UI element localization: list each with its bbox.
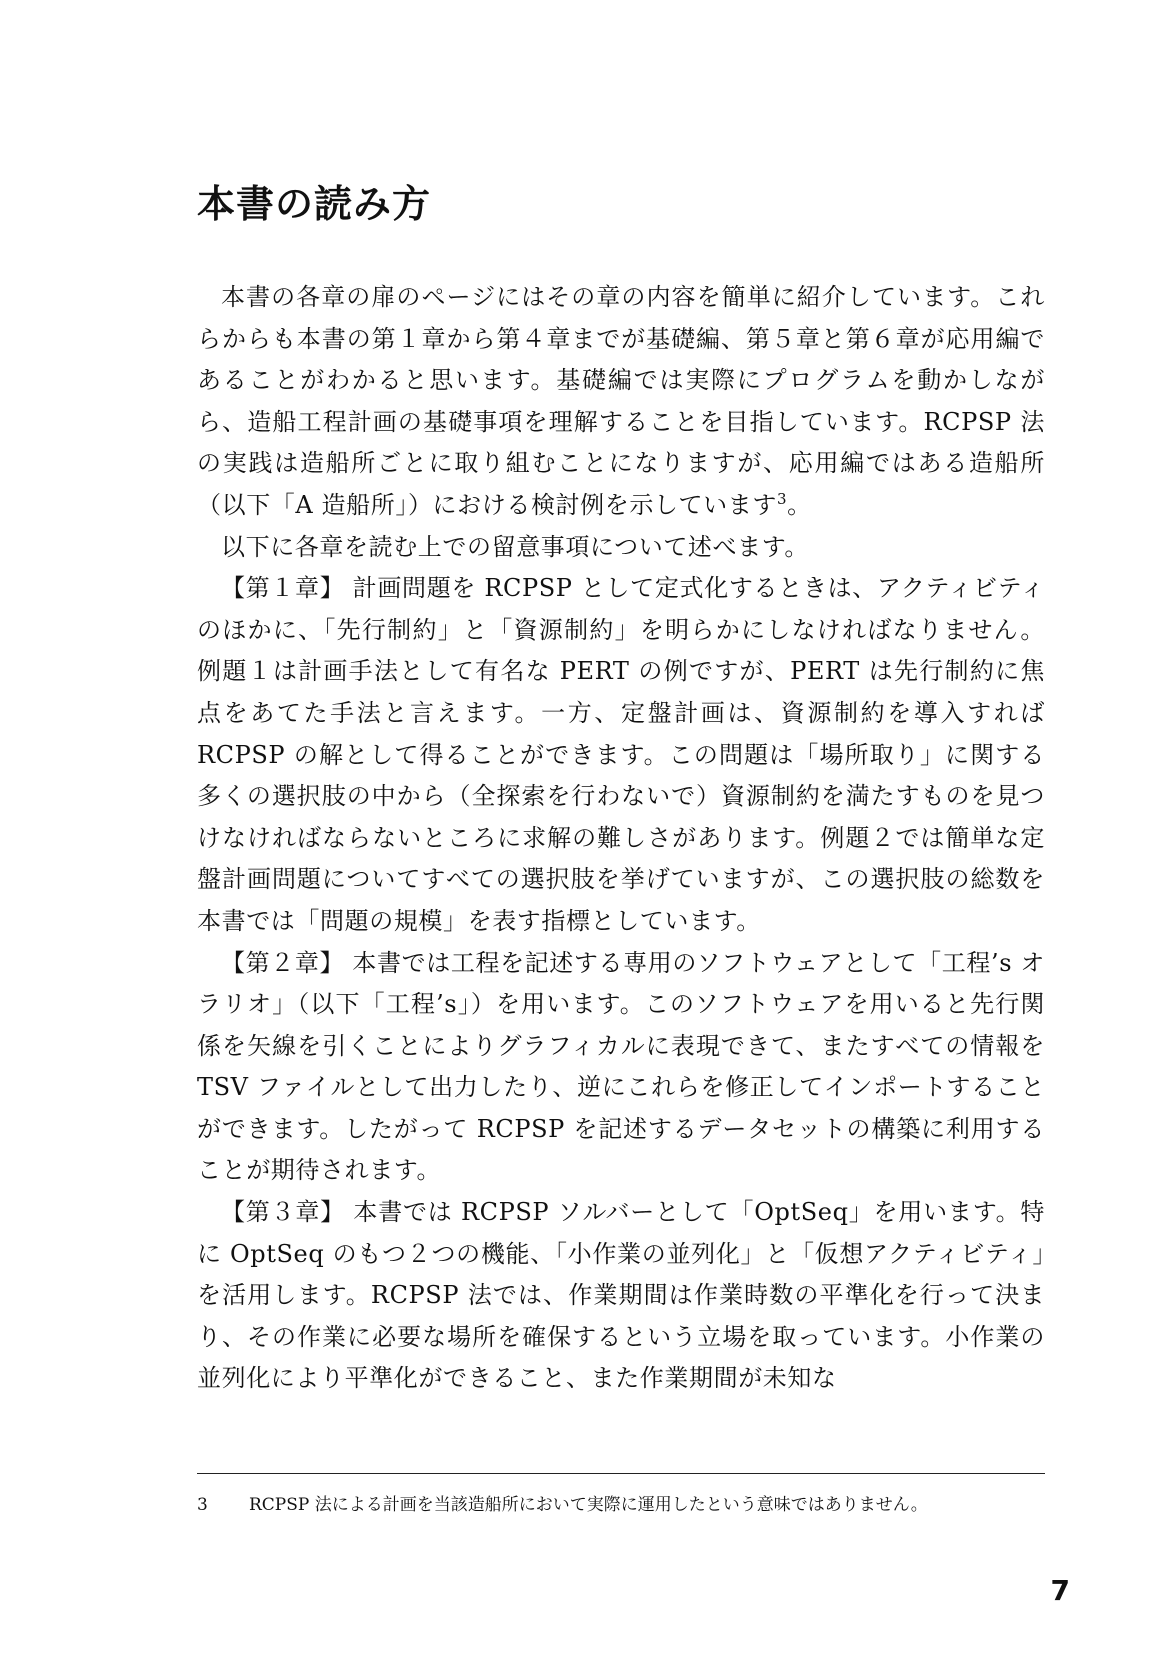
body-text (197, 277, 1045, 1400)
chapter-3-text: 本書では RCPSP ソルバーとして「OptSeq」を用います。特に OptSeq のもつ２つの機能、「小作業の並列化」と「仮想アクティビティ」を活用します。RCPSP 法では、作業期間は作業時数の平準化を行って決まり、その作業に必要な場所を確保するという立場を取っています。小作業の並列化により平準化ができること、また作業期間が未知な (197, 1198, 1045, 1393)
footnote-reference: 3 (776, 489, 788, 508)
paragraph-chapter-3 (197, 1192, 1045, 1400)
chapter-1-tag: 【第１章】 (221, 574, 345, 603)
footnote-divider (197, 1473, 1045, 1474)
chapter-2-text: 本書では工程を記述する専用のソフトウェアとして「工程’s オラリオ」（以下「工程’s」）を用います。このソフトウェアを用いると先行関係を矢線を引くことによりグラフィカルに表現できて、またすべての情報を TSV ファイルとして出力したり、逆にこれらを修正してインポートすることができます。したがって RCPSP を記述するデータセットの構築に利用することが期待されます。 (197, 948, 1046, 1185)
footnote-text: RCPSP 法による計画を当該造船所において実際に運用したという意味ではありません。 (249, 1495, 928, 1515)
page-number: 7 (1050, 1574, 1070, 1607)
footnote (197, 1492, 1045, 1518)
paragraph-chapter-2 (197, 943, 1045, 1193)
page-title: 本書の読み方 (197, 182, 432, 226)
paragraph-notes-intro: 以下に各章を読む上での留意事項について述べます。 (221, 532, 809, 561)
chapter-1-text: 計画問題を RCPSP として定式化するときは、アクティビティのほかに、「先行制約」と「資源制約」を明らかにしなければなりません。例題１は計画手法として有名な PERT の例ですが、PERT は先行制約に焦点をあてた手法と言えます。一方、定盤計画は、資源制約を導入すれば RCPSP の解として得ることができます。この問題は「場所取り」に関する多くの選択肢の中から（全探索を行わないで）資源制約を満たすものを見つけなければならないところに求解の難しさがあります。例題２では簡単な定盤計画問題についてすべての選択肢を挙げていますが、この選択肢の総数を本書では「問題の規模」を表す指標としています。 (197, 574, 1045, 935)
paragraph-intro (197, 277, 1045, 527)
footnote-number: 3 (197, 1495, 208, 1515)
paragraph-chapter-1 (197, 568, 1045, 942)
paragraph-text: 本書の各章の扉のページにはその章の内容を簡単に紹介しています。これらからも本書の第１章から第４章までが基礎編、第５章と第６章が応用編であることがわかると思います。基礎編では実際にプログラムを動かしながら、造船工程計画の基礎事項を理解することを目指しています。RCPSP 法の実践は造船所ごとに取り組むことになりますが、応用編ではある造船所（以下「A 造船所」）における検討例を示しています (197, 283, 1045, 519)
chapter-2-tag: 【第２章】 (221, 948, 345, 977)
sentence-end: 。 (787, 490, 812, 519)
chapter-3-tag: 【第３章】 (221, 1198, 345, 1227)
